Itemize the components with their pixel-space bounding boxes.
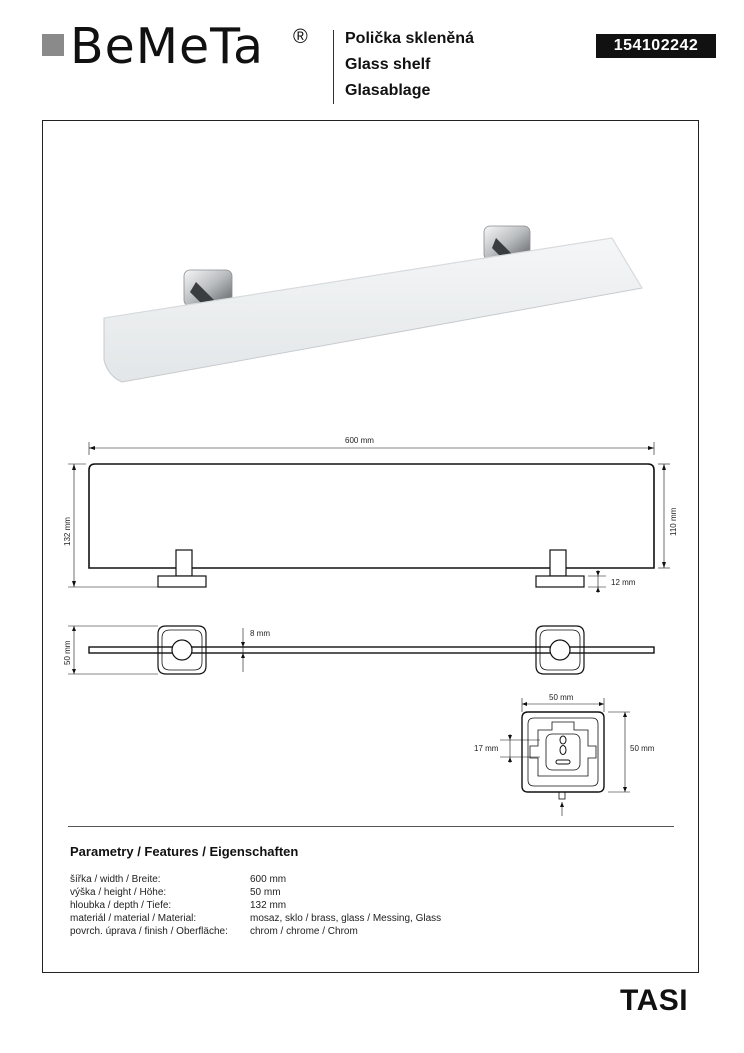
param-value: 132 mm	[250, 900, 287, 911]
glass-panel-photo	[104, 238, 642, 382]
dim-plate-height-label: 50 mm	[630, 744, 655, 753]
front-bracket-left	[158, 626, 206, 674]
param-value: 600 mm	[250, 874, 287, 885]
mounting-plate-detail	[500, 698, 630, 816]
parameters-divider	[68, 826, 674, 827]
product-code-badge: 154102242	[596, 34, 716, 58]
parameters-title: Parametry / Features / Eigenschaften	[70, 844, 299, 859]
dim-depth-glass-label: 110 mm	[669, 507, 678, 536]
dim-width-label: 600 mm	[345, 436, 374, 445]
product-series: TASI	[620, 984, 689, 1017]
product-title-en: Glass shelf	[345, 56, 431, 73]
param-value: chrom / chrome / Chrom	[250, 926, 358, 937]
dim-glass-thickness-label: 8 mm	[250, 629, 270, 638]
param-label: šířka / width / Breite:	[70, 874, 161, 885]
top-view	[68, 442, 670, 593]
param-label: povrch. úprava / finish / Oberfläche:	[70, 926, 228, 937]
product-photo	[104, 226, 642, 382]
registered-mark: ®	[293, 26, 308, 48]
product-title-cs: Polička skleněná	[345, 30, 474, 47]
param-value: mosaz, sklo / brass, glass / Messing, Glass	[250, 913, 442, 924]
dim-hole-spacing-label: 17 mm	[474, 744, 499, 753]
dim-height-label: 50 mm	[63, 640, 72, 665]
param-label: hloubka / depth / Tiefe:	[70, 900, 172, 911]
dim-depth-total-label: 132 mm	[63, 517, 72, 546]
front-view	[68, 626, 654, 674]
dim-plate-width-label: 50 mm	[549, 693, 574, 702]
brand-logo: BeMeTa	[70, 18, 265, 75]
front-bracket-right	[536, 626, 584, 674]
param-value: 50 mm	[250, 887, 281, 898]
param-label: výška / height / Höhe:	[70, 887, 167, 898]
param-label: materiál / material / Material:	[70, 913, 197, 924]
product-title-de: Glasablage	[345, 82, 431, 99]
dim-bracket-height-label: 12 mm	[611, 578, 636, 587]
